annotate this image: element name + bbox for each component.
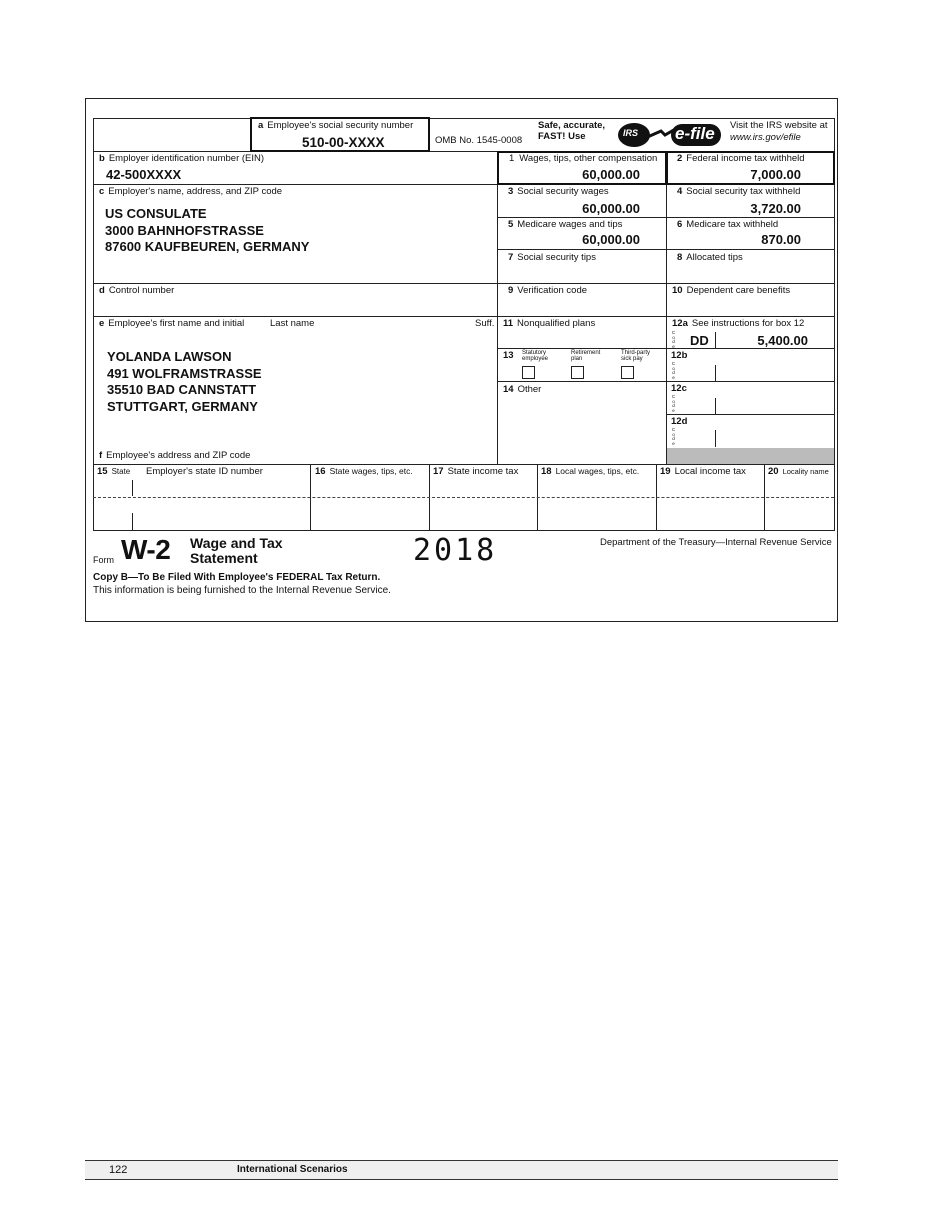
employer-line: US CONSULATE [105, 206, 207, 221]
box2-value: 7,000.00 [750, 167, 801, 182]
retirement-plan-label: Retirement plan [571, 350, 601, 362]
employee-address-label: f Employee's address and ZIP code [99, 450, 251, 461]
box19-label: 19 Local income tax [660, 466, 746, 477]
box18-label: 18 Local wages, tips, etc. [541, 466, 640, 477]
ssn-label: a Employee's social security number [258, 120, 414, 131]
box12a-label: 12a See instructions for box 12 [672, 318, 805, 329]
box17-label: 17 State income tax [433, 466, 519, 477]
third-party-sick-pay-label: Third-party sick pay [621, 350, 651, 362]
box10-label: 10 Dependent care benefits [672, 285, 791, 296]
tax-year: 2018 [413, 533, 498, 568]
box14-label: 14 Other [503, 384, 542, 395]
safe-fast-text: Safe, accurate, FAST! Use [538, 120, 606, 142]
box15-label: 15 State [97, 466, 131, 477]
grid-line [497, 217, 834, 218]
retirement-plan-checkbox[interactable] [571, 366, 584, 379]
third-party-sick-pay-checkbox[interactable] [621, 366, 634, 379]
grid-line [666, 414, 834, 415]
grid-line [497, 348, 834, 349]
box12c-code-label: C o d e [671, 394, 676, 413]
employee-name-label: e Employee's first name and initial [99, 318, 245, 329]
employee-line: STUTTGART, GERMANY [107, 398, 258, 414]
box7-label: 7 Social security tips [508, 252, 596, 263]
department-text: Department of the Treasury—Internal Revenue Service [600, 537, 832, 548]
employer-line: 87600 KAUFBEUREN, GERMANY [105, 239, 310, 254]
box5-value: 60,000.00 [582, 232, 640, 247]
ein-label: b Employer identification number (EIN) [99, 153, 265, 164]
box3-label: 3 Social security wages [508, 186, 609, 197]
grid-line [93, 530, 835, 531]
efile-logo [617, 121, 723, 149]
box15-employer-state-id-label: Employer's state ID number [146, 466, 263, 477]
employer-address [105, 206, 309, 256]
employee-line: YOLANDA LAWSON [107, 349, 232, 364]
page-number: 122 [109, 1164, 128, 1176]
box6-label: 6 Medicare tax withheld [677, 219, 779, 230]
statutory-employee-label: Statutory employee [522, 350, 549, 362]
box12b-code-label: C o d e [671, 361, 676, 380]
box12a-code: DD [690, 333, 709, 348]
shaded-area [667, 448, 834, 464]
employee-line: 491 WOLFRAMSTRASSE [107, 365, 262, 381]
dashed-divider [93, 497, 834, 498]
grid-line [715, 430, 716, 447]
box13-label: 13 [503, 350, 514, 361]
grid-line [666, 151, 667, 464]
box16-label: 16 State wages, tips, etc. [315, 466, 413, 477]
box20-label: 20 Locality name [768, 466, 829, 477]
employer-label: c Employer's name, address, and ZIP code [99, 186, 283, 197]
suffix-label: Suff. [475, 318, 495, 329]
last-name-label: Last name [270, 318, 315, 329]
box1-label: 1 Wages, tips, other compensation [509, 153, 658, 164]
grid-line [93, 118, 94, 530]
grid-line [132, 480, 133, 496]
employee-address [107, 349, 262, 415]
grid-line [497, 381, 834, 382]
grid-line [93, 464, 834, 465]
visit-irs-text: Visit the IRS website at www.irs.gov/efile [730, 120, 828, 143]
employer-line: 3000 BAHNHOFSTRASSE [105, 222, 264, 238]
box12a-value: 5,400.00 [757, 333, 808, 348]
box9-label: 9 Verification code [508, 285, 588, 296]
copy-b-text: Copy B—To Be Filed With Employee's FEDERAL Tax Return. [93, 572, 381, 583]
section-title: International Scenarios [237, 1164, 348, 1175]
box12a-code-label: C o d e [671, 330, 676, 349]
efile-word: e-file [675, 124, 715, 143]
statutory-employee-checkbox[interactable] [522, 366, 535, 379]
grid-line [497, 249, 834, 250]
form-word: Form [93, 555, 114, 565]
grid-line [715, 365, 716, 381]
grid-line [715, 332, 716, 348]
box4-value: 3,720.00 [750, 201, 801, 216]
furnished-text: This information is being furnished to the Internal Revenue Service. [93, 585, 391, 596]
ssn-value: 510-00-XXXX [302, 135, 385, 150]
form-title: Wage and Tax Statement [190, 535, 283, 566]
page-footer [85, 1160, 838, 1180]
grid-line [132, 513, 133, 530]
box3-value: 60,000.00 [582, 201, 640, 216]
box4-label: 4 Social security tax withheld [677, 186, 801, 197]
grid-line [93, 283, 834, 284]
ein-value: 42-500XXXX [106, 167, 182, 182]
grid-line [715, 398, 716, 414]
box12d-code-label: C o d e [671, 427, 676, 446]
box12b-label: 12b [671, 350, 688, 361]
box8-label: 8 Allocated tips [677, 252, 743, 263]
efile-irs-text: IRS [623, 128, 639, 138]
grid-line [497, 151, 498, 464]
box12c-label: 12c [671, 383, 687, 394]
box2-label: 2 Federal income tax withheld [677, 153, 805, 164]
employee-line: 35510 BAD CANNSTATT [107, 382, 257, 397]
control-number-label: d Control number [99, 285, 175, 296]
grid-line [93, 118, 834, 119]
box11-label: 11 Nonqualified plans [503, 318, 596, 329]
box6-value: 870.00 [761, 232, 801, 247]
box12d-label: 12d [671, 416, 688, 427]
omb-number: OMB No. 1545-0008 [435, 135, 523, 146]
box1-value: 60,000.00 [582, 167, 640, 182]
form-name: W-2 [121, 534, 171, 565]
box5-label: 5 Medicare wages and tips [508, 219, 623, 230]
grid-line [93, 316, 834, 317]
